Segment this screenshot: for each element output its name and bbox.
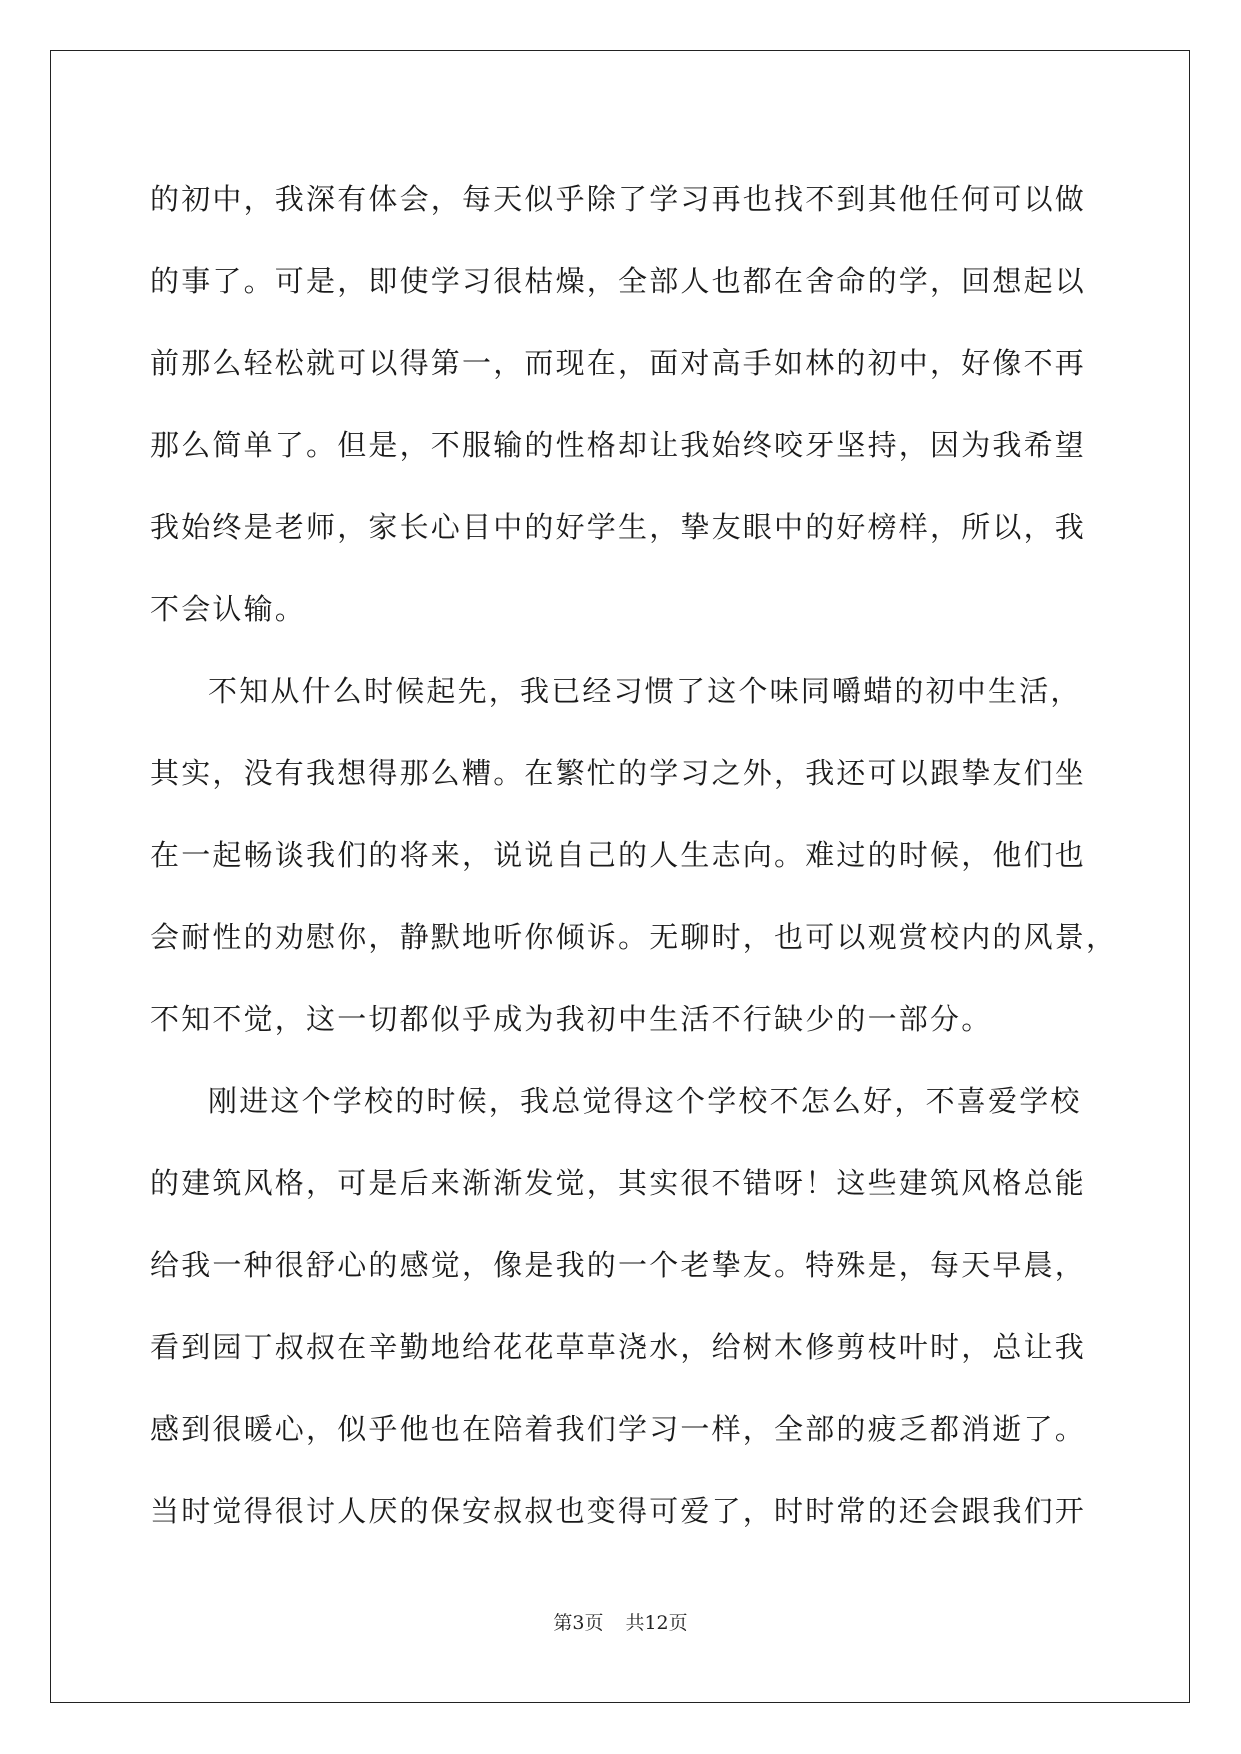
page-number: 第3页 — [553, 1612, 604, 1634]
text-line: 那么简单了。但是，不服输的性格却让我始终咬牙坚持，因为我希望 — [150, 428, 1087, 462]
text-line: 不知不觉，这一切都似乎成为我初中生活不行缺少的一部分。 — [150, 1002, 993, 1036]
text-line: 当时觉得很讨人厌的保安叔叔也变得可爱了，时时常的还会跟我们开 — [150, 1494, 1087, 1528]
page-footer — [0, 1608, 1241, 1635]
text-line: 给我一种很舒心的感觉，像是我的一个老挚友。特殊是，每天早晨， — [150, 1248, 1087, 1282]
text-line: 看到园丁叔叔在辛勤地给花花草草浇水，给树木修剪枝叶时，总让我 — [150, 1330, 1087, 1364]
page-total: 共12页 — [625, 1612, 688, 1634]
text-line: 感到很暖心，似乎他也在陪着我们学习一样，全部的疲乏都消逝了。 — [150, 1412, 1087, 1446]
document-body — [150, 158, 1118, 1552]
text-line: 的事了。可是，即使学习很枯燥，全部人也都在舍命的学，回想起以 — [150, 264, 1087, 298]
text-line: 的建筑风格，可是后来渐渐发觉，其实很不错呀！这些建筑风格总能 — [150, 1166, 1087, 1200]
text-line: 前那么轻松就可以得第一，而现在，面对高手如林的初中，好像不再 — [150, 346, 1087, 380]
text-line: 的初中，我深有体会，每天似乎除了学习再也找不到其他任何可以做 — [150, 182, 1087, 216]
paragraph-start-line: 刚进这个学校的时候，我总觉得这个学校不怎么好，不喜爱学校 — [208, 1084, 1082, 1118]
text-line: 在一起畅谈我们的将来，说说自己的人生志向。难过的时候，他们也 — [150, 838, 1087, 872]
paragraph-start-line: 不知从什么时候起先，我已经习惯了这个味同嚼蜡的初中生活， — [208, 674, 1082, 708]
text-line: 会耐性的劝慰你，静默地听你倾诉。无聊时，也可以观赏校内的风景， — [150, 920, 1118, 954]
text-line: 不会认输。 — [150, 592, 307, 626]
text-line: 我始终是老师，家长心目中的好学生，挚友眼中的好榜样，所以，我 — [150, 510, 1087, 544]
text-line: 其实，没有我想得那么糟。在繁忙的学习之外，我还可以跟挚友们坐 — [150, 756, 1087, 790]
